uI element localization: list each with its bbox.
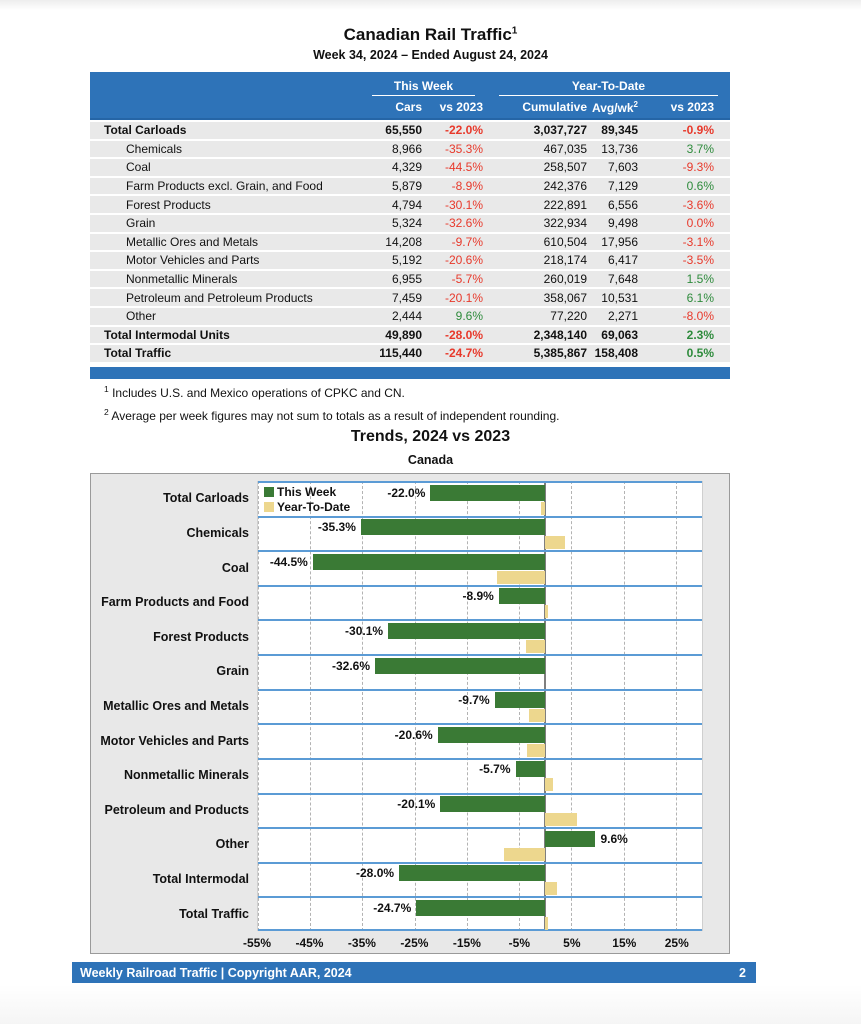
table-cell: 69,063	[601, 327, 638, 342]
page-footer	[72, 962, 756, 983]
category-label: Motor Vehicles and Parts	[100, 733, 249, 748]
category-label: Total Intermodal	[152, 872, 249, 887]
table-cell: 5,879	[391, 179, 422, 194]
table-cell: 10,531	[601, 290, 638, 305]
table-cell: Metallic Ores and Metals	[126, 234, 259, 249]
group-header-year-to-date: Year-To-Date	[487, 79, 730, 96]
table-cell: 6.1%	[686, 290, 714, 305]
table-cell: 260,019	[543, 272, 587, 287]
bar-value-label: 9.6%	[600, 831, 628, 846]
chart-subtitle: Canada	[407, 453, 454, 467]
bar	[545, 778, 553, 791]
table-cell: -9.3%	[682, 160, 714, 175]
bar-value-label: -44.5%	[269, 554, 308, 569]
table-cell: 258,507	[543, 160, 587, 175]
table-cell: 322,934	[543, 216, 587, 231]
chart-legend	[264, 484, 350, 514]
bar	[416, 900, 545, 916]
group-header-this-week: This Week	[360, 79, 487, 96]
table-cell: -28.0%	[444, 327, 483, 342]
bar	[499, 588, 545, 604]
trends-chart	[90, 473, 730, 954]
category-label: Farm Products and Food	[101, 595, 249, 610]
table-cell: -32.6%	[444, 216, 483, 231]
bar-value-label: -20.1%	[397, 797, 436, 812]
bar	[545, 882, 557, 895]
table-cell: Petroleum and Petroleum Products	[126, 290, 313, 305]
table-row	[90, 234, 730, 253]
bar	[495, 692, 546, 708]
category-label: Total Carloads	[163, 491, 249, 506]
table-cell: 2,348,140	[533, 327, 587, 342]
category-label: Total Traffic	[179, 906, 249, 921]
legend-label: Year-To-Date	[277, 499, 351, 514]
category-label: Chemicals	[186, 525, 249, 540]
footnote-2: $^2$ Average per week figures may not sum to totals as a result of independent rounding.	[104, 407, 560, 423]
table-cell: 77,220	[550, 309, 587, 324]
table-cell: 4,794	[391, 197, 422, 212]
table-cell: 7,459	[391, 290, 422, 305]
bar	[529, 709, 545, 722]
x-tick-label: -25%	[400, 936, 429, 950]
bar-value-label: -20.6%	[394, 727, 433, 742]
table-cell: Total Intermodal Units	[104, 327, 230, 342]
row-separator	[258, 654, 702, 656]
bar-value-label: -9.7%	[458, 693, 490, 708]
x-tick-label: 5%	[563, 936, 581, 950]
table-cell: -8.9%	[451, 179, 483, 194]
page-title	[0, 25, 861, 45]
bar	[504, 848, 546, 861]
category-label: Metallic Ores and Metals	[103, 698, 249, 713]
table-cell: 7,648	[607, 272, 638, 287]
bar	[545, 831, 595, 847]
table-cell: -35.3%	[444, 141, 483, 156]
table-cell: -3.5%	[682, 253, 714, 268]
bar	[541, 502, 546, 515]
table-cell: -3.1%	[682, 234, 714, 249]
table-cell: 242,376	[543, 179, 587, 194]
chart-x-axis	[242, 936, 703, 952]
x-tick-label: -5%	[508, 936, 531, 950]
table-row	[90, 271, 730, 290]
bar	[388, 623, 545, 639]
table-cell: -8.0%	[682, 309, 714, 324]
table-cell: Farm Products excl. Grain, and Food	[126, 179, 323, 194]
table-cell: 4,329	[391, 160, 422, 175]
table-cell: 1.5%	[686, 272, 714, 287]
table-cell: 9.6%	[455, 309, 483, 324]
category-label: Other	[215, 837, 249, 852]
x-tick-label: -35%	[347, 936, 376, 950]
row-separator	[258, 896, 702, 898]
page-title-text: Canadian Rail Traffic	[343, 25, 512, 44]
row-separator	[258, 516, 702, 518]
row-separator	[258, 585, 702, 587]
table-cell: 222,891	[543, 197, 587, 212]
page-title-footnote-marker: 1	[511, 25, 518, 37]
row-separator	[258, 550, 702, 552]
footnotes	[104, 384, 559, 430]
table-cell: 467,035	[543, 141, 587, 156]
table-cell: 6,556	[607, 197, 638, 212]
category-label: Nonmetallic Minerals	[123, 768, 249, 783]
bar	[361, 519, 545, 535]
table-cell: Other	[126, 309, 157, 324]
bar	[313, 554, 545, 570]
table-cell: -0.9%	[682, 123, 714, 138]
bar	[399, 865, 545, 881]
table-cell: 5,324	[391, 216, 422, 231]
table-bottom-bar	[90, 367, 730, 379]
bar-value-label: -24.7%	[373, 900, 412, 915]
bar-value-label: -28.0%	[356, 866, 395, 881]
table-cell: 2,271	[607, 309, 638, 324]
x-tick-label: -45%	[295, 936, 324, 950]
bar	[375, 658, 545, 674]
table-header	[90, 72, 730, 120]
legend-entry	[264, 484, 350, 499]
traffic-table	[90, 72, 730, 379]
table-cell: -20.1%	[444, 290, 483, 305]
table-row	[90, 215, 730, 234]
table-cell: 89,345	[601, 123, 638, 138]
row-separator	[258, 723, 702, 725]
table-cell: -30.1%	[444, 197, 483, 212]
legend-label: This Week	[277, 484, 337, 499]
table-body	[90, 122, 730, 364]
table-cell: 17,956	[601, 234, 638, 249]
table-cell: 65,550	[385, 123, 422, 138]
table-cell: 0.5%	[686, 346, 714, 361]
table-cell: 610,504	[543, 234, 587, 249]
table-cell: -44.5%	[444, 160, 483, 175]
x-tick-label: -55%	[242, 936, 272, 950]
table-cell: 358,067	[543, 290, 587, 305]
table-cell: 3,037,727	[533, 123, 587, 138]
table-cell: 0.0%	[686, 216, 714, 231]
row-separator	[258, 689, 702, 691]
table-cell: 8,966	[391, 141, 422, 156]
col-header-cars: Cars	[395, 100, 422, 114]
x-tick-label: -15%	[452, 936, 481, 950]
bar-value-label: -5.7%	[479, 762, 511, 777]
bar-value-label: -8.9%	[462, 589, 494, 604]
bar	[438, 727, 546, 743]
table-row	[90, 308, 730, 327]
table-cell: Coal	[126, 160, 151, 175]
col-header-vs2023-ytd: vs 2023	[670, 100, 714, 114]
table-row	[90, 252, 730, 271]
table-row	[90, 345, 730, 364]
row-separator	[258, 619, 702, 621]
table-row	[90, 141, 730, 160]
category-label: Coal	[221, 560, 249, 575]
bar-value-label: -30.1%	[345, 623, 384, 638]
bar	[526, 640, 545, 653]
row-separator	[258, 481, 702, 483]
year-to-date-swatch	[264, 502, 274, 512]
table-cell: -5.7%	[451, 272, 483, 287]
table-cell: 2.3%	[686, 327, 714, 342]
footer-page-number: 2	[739, 965, 746, 980]
bar	[545, 536, 564, 549]
table-cell: Total Traffic	[104, 346, 172, 361]
table-cell: Nonmetallic Minerals	[126, 272, 238, 287]
chart-plot	[257, 481, 703, 931]
category-label: Grain	[216, 664, 249, 679]
table-cell: 5,192	[391, 253, 422, 268]
table-cell: 0.6%	[686, 179, 714, 194]
bar	[545, 605, 548, 618]
bar-value-label: -32.6%	[331, 658, 371, 673]
this-week-swatch	[264, 487, 274, 497]
table-cell: 13,736	[601, 141, 638, 156]
table-row	[90, 122, 730, 141]
table-cell: 3.7%	[686, 141, 714, 156]
chart-title: Trends, 2024 vs 2023	[350, 428, 511, 445]
table-cell: 7,129	[607, 179, 638, 194]
table-cell: 115,440	[379, 346, 422, 361]
x-tick-label: 25%	[664, 936, 689, 950]
bar	[497, 571, 546, 584]
bar-value-label: -22.0%	[387, 485, 426, 500]
bar	[430, 485, 545, 501]
table-cell: 158,408	[594, 346, 638, 361]
table-cell: Forest Products	[126, 197, 211, 212]
table-cell: 6,417	[607, 253, 638, 268]
table-row	[90, 289, 730, 308]
table-cell: 9,498	[607, 216, 638, 231]
row-separator	[258, 793, 702, 795]
avgwk-footnote-marker: 2	[633, 99, 638, 109]
table-cell: 218,174	[543, 253, 587, 268]
row-separator	[258, 929, 702, 931]
table-row	[90, 196, 730, 215]
table-cell: Total Carloads	[104, 123, 187, 138]
table-cell: 14,208	[385, 234, 422, 249]
chart-inner	[91, 474, 729, 953]
row-separator	[258, 862, 702, 864]
col-header-avgwk: Avg/$wk^2$	[591, 99, 638, 115]
table-cell: -9.7%	[451, 234, 483, 249]
bar	[527, 744, 545, 757]
table-cell: Grain	[126, 216, 156, 231]
table-cell: -24.7%	[444, 346, 483, 361]
col-header-vs2023-week: vs 2023	[439, 100, 483, 114]
table-cell: 6,955	[391, 272, 422, 287]
row-separator	[258, 827, 702, 829]
table-cell: Chemicals	[126, 141, 183, 156]
bar	[440, 796, 545, 812]
footnote-1: $^1$ Includes U.S. and Mexico operations of CPKC and CN.	[104, 384, 405, 400]
table-cell: -20.6%	[444, 253, 483, 268]
x-tick-label: 15%	[612, 936, 637, 950]
category-label: Forest Products	[153, 629, 249, 644]
table-cell: 7,603	[607, 160, 638, 175]
bar-value-label: -35.3%	[317, 520, 356, 535]
table-row	[90, 159, 730, 178]
table-row	[90, 327, 730, 346]
table-cell: Motor Vehicles and Parts	[126, 253, 260, 268]
page-subtitle: Week 34, 2024 – Ended August 24, 2024	[313, 48, 548, 62]
category-label: Petroleum and Products	[104, 802, 249, 817]
row-separator	[258, 758, 702, 760]
bar	[516, 761, 546, 777]
table-row	[90, 178, 730, 197]
col-header-cumulative: Cumulative	[522, 100, 587, 114]
table-cell: -22.0%	[444, 123, 483, 138]
table-cell: 49,890	[385, 327, 422, 342]
footer-text: Weekly Railroad Traffic | Copyright AAR, 2024	[80, 965, 352, 980]
bar	[545, 917, 548, 930]
table-cell: -3.6%	[682, 197, 714, 212]
table-cell: 2,444	[391, 309, 422, 324]
legend-entry	[264, 499, 350, 514]
table-cell: 5,385,867	[533, 346, 587, 361]
bar	[545, 813, 577, 826]
